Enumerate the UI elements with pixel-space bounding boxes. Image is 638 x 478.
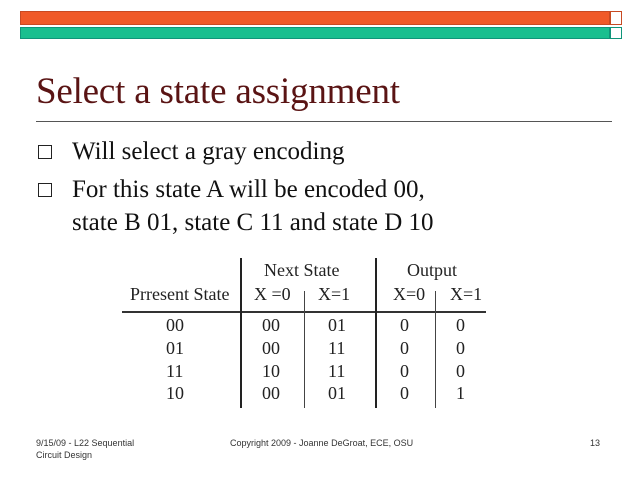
table-cell: 01: [328, 383, 346, 403]
table-cell: 01: [328, 315, 346, 335]
table-cell: 1: [456, 383, 465, 403]
col-header-ns-x1: X=1: [318, 284, 351, 304]
bullet-square-icon: [38, 145, 52, 159]
table-cell: 0: [400, 338, 409, 358]
col-header-out-x1: X=1: [450, 284, 483, 304]
table-cell: 11: [328, 361, 346, 381]
table-cell: 0: [400, 361, 409, 381]
col-header-out-x0: X=0: [393, 284, 426, 304]
table-cell: 00: [262, 315, 280, 335]
header-bar-end-square: [610, 11, 622, 25]
header-output: Output: [407, 260, 458, 280]
table-cell: 11: [328, 338, 346, 358]
table-cell: 10: [262, 361, 280, 381]
table-cell: 00: [262, 338, 280, 358]
table-cell: 00: [262, 383, 280, 403]
table-divider-out-x: [435, 291, 436, 408]
footer-left-line2: Circuit Design: [36, 450, 93, 460]
table-cell: 10: [166, 383, 184, 403]
footer-left-line1: 9/15/09 - L22 Sequential: [36, 438, 135, 448]
bullet-text: For this state A will be encoded 00,: [72, 176, 425, 203]
table-divider-next-state: [375, 258, 377, 408]
slide-title: Select a state assignment: [36, 71, 400, 112]
table-cell: 0: [456, 361, 465, 381]
table-divider-ns-x: [304, 291, 305, 408]
header-bar-orange: [20, 11, 610, 25]
table-divider-present: [240, 258, 242, 408]
table-cell: 00: [166, 315, 184, 335]
title-divider: [36, 121, 612, 122]
col-header-present-state: Prresent State: [130, 284, 230, 304]
header-bar-teal: [20, 27, 610, 39]
col-header-ns-x0: X =0: [254, 284, 291, 304]
footer-page-number: 13: [590, 438, 601, 448]
footer-date-course: [36, 437, 134, 461]
bullet-square-icon: [38, 183, 52, 197]
table-cell: 11: [166, 361, 184, 381]
header-bar-end-square: [610, 27, 622, 39]
bullet-text-continued: state B 01, state C 11 and state D 10: [72, 209, 434, 236]
footer-copyright: Copyright 2009 - Joanne DeGroat, ECE, OSU: [230, 438, 414, 448]
header-next-state: Next State: [264, 260, 340, 280]
table-cell: 0: [456, 338, 465, 358]
table-cell: 01: [166, 338, 184, 358]
bullet-text: Will select a gray encoding: [72, 138, 345, 165]
table-cell: 0: [400, 383, 409, 403]
table-cell: 0: [400, 315, 409, 335]
table-cell: 0: [456, 315, 465, 335]
